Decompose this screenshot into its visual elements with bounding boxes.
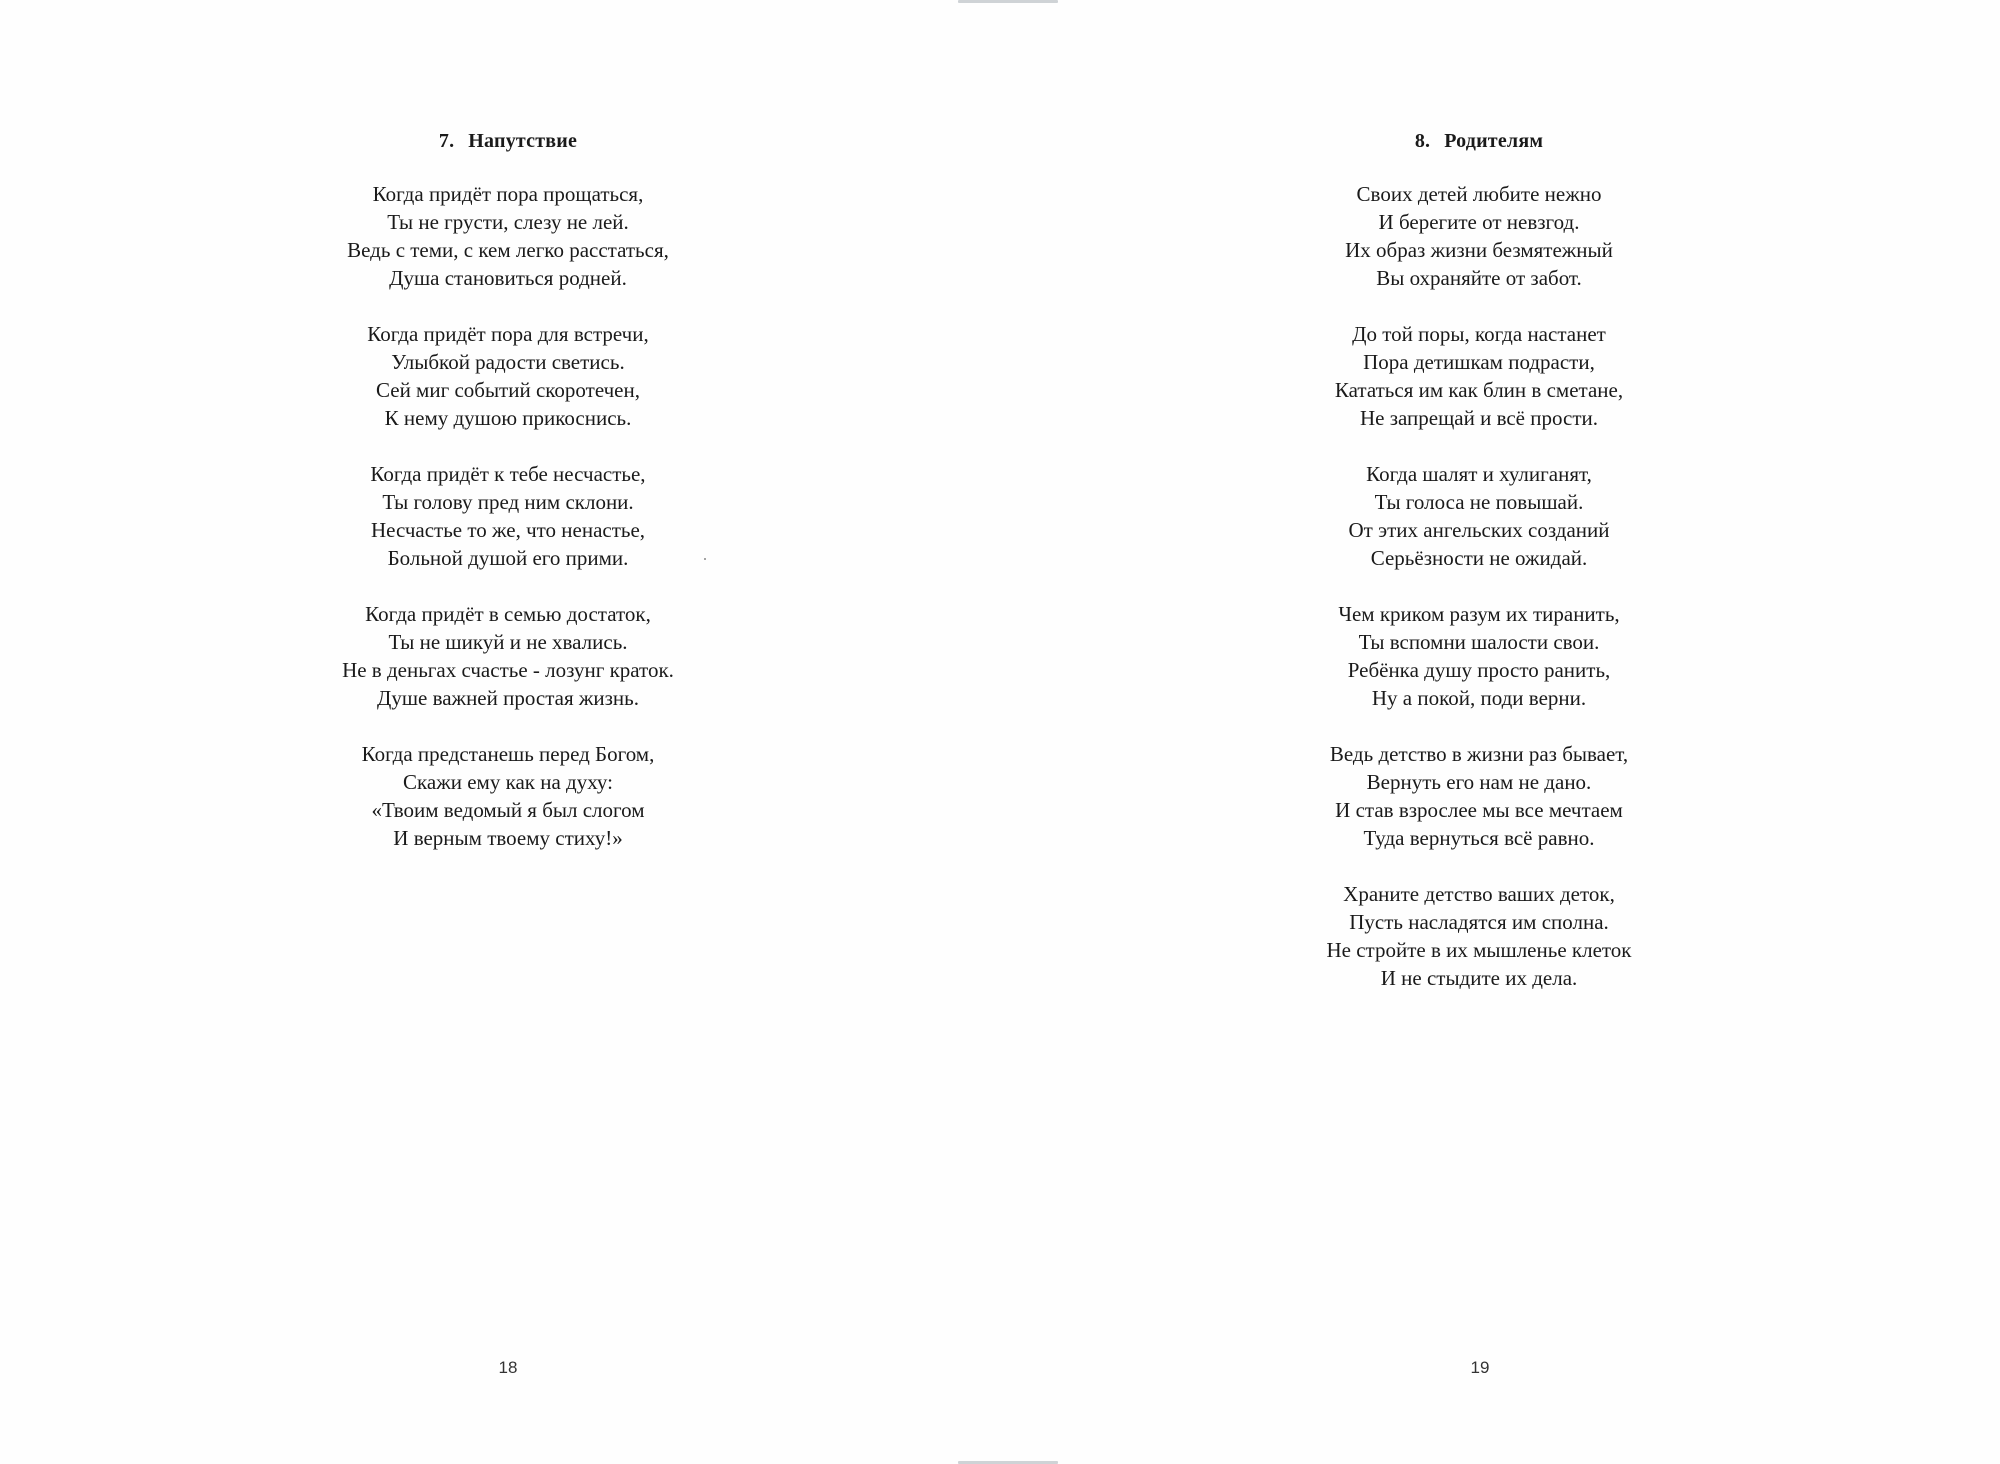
stanza	[258, 460, 758, 572]
verse-line: Вернуть его нам не дано.	[1366, 770, 1592, 794]
verse-line: Когда шалят и хулиганят,	[1366, 462, 1592, 486]
verse-line: Ты не шикуй и не хвались.	[388, 630, 628, 654]
poem-title-text: Родителям	[1444, 130, 1544, 152]
poem-title-text: Напутствие	[468, 130, 578, 152]
verse-line: «Твоим ведомый я был слогом	[371, 798, 645, 822]
verse-line: Их образ жизни безмятежный	[1345, 238, 1613, 262]
page-number: 18	[498, 1358, 518, 1377]
verse-line: Ты вспомни шалости свои.	[1358, 630, 1600, 654]
poem-title	[1229, 126, 1729, 156]
verse-line: Улыбкой радости светись.	[391, 350, 625, 374]
poem-number: 8.	[1414, 130, 1431, 152]
verse-line: Душа становиться родней.	[389, 266, 627, 290]
verse-line: Кататься им как блин в сметане,	[1334, 378, 1624, 402]
verse-line: Ты голоса не повышай.	[1374, 490, 1584, 514]
verse-line: Когда придёт в семью достаток,	[365, 602, 651, 626]
verse-line: Больной душой его прими.	[387, 546, 629, 570]
verse-line: Душе важней простая жизнь.	[377, 686, 639, 710]
verse-line: И став взрослее мы все мечтаем	[1335, 798, 1623, 822]
verse-line: Когда предстанешь перед Богом,	[361, 742, 655, 766]
stanza	[1229, 460, 1729, 572]
verse-line: Вы охраняйте от забот.	[1376, 266, 1582, 290]
verse-line: Ну а покой, поди верни.	[1371, 686, 1587, 710]
verse-line: Скажи ему как на духу:	[403, 770, 613, 794]
verse-line: Пора детишкам подрасти,	[1363, 350, 1595, 374]
poem-number: 7.	[438, 130, 455, 152]
verse-line: Ведь с теми, с кем легко расстаться,	[347, 238, 669, 262]
verse-line: Не запрещай и всё прости.	[1359, 406, 1599, 430]
verse-line: Сей миг событий скоротечен,	[375, 378, 640, 402]
verse-line: Ты не грусти, слезу не лей.	[387, 210, 629, 234]
stanza	[1229, 880, 1729, 992]
verse-line: Ты голову пред ним склони.	[382, 490, 634, 514]
verse-line: Чем криком разум их тиранить,	[1338, 602, 1620, 626]
verse-line: Храните детство ваших деток,	[1343, 882, 1615, 906]
verse-line: Ребёнка душу просто ранить,	[1347, 658, 1611, 682]
verse-line: Когда придёт пора для встречи,	[367, 322, 649, 346]
verse-line: Когда придёт пора прощаться,	[372, 182, 644, 206]
stanza	[1229, 740, 1729, 852]
poem-roditelyam	[1229, 126, 1729, 1020]
verse-line: Пусть насладятся им сполна.	[1349, 910, 1609, 934]
verse-line: Не стройте в их мышленье клеток	[1326, 938, 1632, 962]
verse-line: От этих ангельских созданий	[1348, 518, 1610, 542]
stanza	[258, 740, 758, 852]
verse-line: К нему душою прикоснись.	[384, 406, 632, 430]
right-page	[1000, 0, 2000, 1464]
poem-napytstvie	[258, 126, 758, 880]
stanza	[1229, 320, 1729, 432]
verse-line: И берегите от невзгод.	[1378, 210, 1580, 234]
verse-line: Не в деньгах счастье - лозунг краток.	[342, 658, 674, 682]
verse-line: И не стыдите их дела.	[1380, 966, 1578, 990]
verse-line: Серьёзности не ожидай.	[1370, 546, 1588, 570]
stanza	[258, 320, 758, 432]
page-number: 19	[1470, 1358, 1490, 1377]
stanza	[1229, 600, 1729, 712]
verse-line: И верным твоему стиху!»	[393, 826, 623, 850]
stanza	[258, 180, 758, 292]
verse-line: Своих детей любите нежно	[1356, 182, 1602, 206]
verse-line: Когда придёт к тебе несчастье,	[370, 462, 646, 486]
stanza	[258, 600, 758, 712]
paper-speck	[704, 558, 706, 560]
verse-line: До той поры, когда настанет	[1352, 322, 1606, 346]
verse-line: Туда вернуться всё равно.	[1363, 826, 1595, 850]
verse-line: Несчастье то же, что ненастье,	[370, 518, 646, 542]
poem-title	[258, 126, 758, 156]
verse-line: Ведь детство в жизни раз бывает,	[1329, 742, 1629, 766]
stanza	[1229, 180, 1729, 292]
